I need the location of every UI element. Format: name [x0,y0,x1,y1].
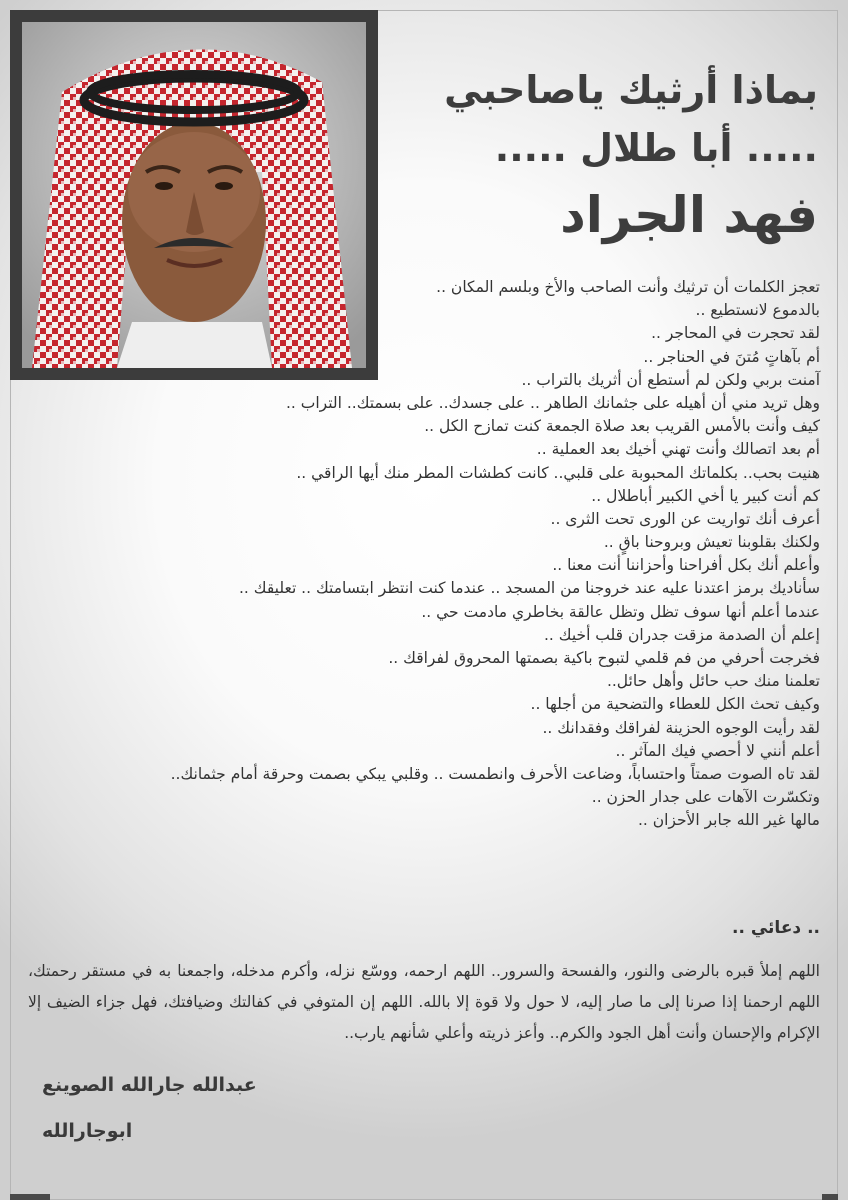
elegy-line: كم أنت كبير يا أخي الكبير أباطلال .. [591,486,820,505]
elegy-line: ولكنك بقلوبنا تعيش وبروحنا باقٍ .. [603,533,820,552]
author-kunya: ابوجارالله [42,1120,133,1142]
elegy-line: بالدموع لانستطيع .. [695,301,820,320]
author-name: عبدالله جارالله الصوينع [42,1074,257,1096]
elegy-line: لقد تحجرت في المحاجر .. [651,324,820,343]
elegy-line: وهل تريد مني أن أهيله على جثمانك الطاهر .. على جسدك.. على بسمتك.. التراب .. [285,393,820,412]
elegy-line: لقد رأيت الوجوه الحزينة لفراقك وفقدانك .. [542,718,820,737]
elegy-line: أعرف أنك تواريت عن الورى تحت الثرى .. [550,509,820,528]
elegy-line: تعجز الكلمات أن ترثيك وأنت الصاحب والأخ وبلسم المكان .. [436,278,820,296]
dua-heading: .. دعائي .. [732,918,820,938]
elegy-line: هنيت بحب.. بكلماتك المحبوبة على قلبي.. كانت كطشات المطر منك أيها الراقي .. [296,463,820,482]
elegy-line: أم بآهاتٍ مُتنَ في الحناجر .. [643,347,820,366]
bottom-divider-right [822,1194,838,1200]
elegy-line: إعلم أن الصدمة مزقت جدران قلب أخيك .. [543,625,820,644]
elegy-text [40,276,820,833]
elegy-line: وأعلم أنك بكل أفراحنا وأحزاننا أنت معنا .. [552,556,820,575]
deceased-name: فهد الجراد [560,186,818,244]
elegy-line: وتكسّرت الآهات على جدار الحزن .. [591,788,820,807]
elegy-line: تعلمنا منك حب حائل وأهل حائل.. [606,672,820,691]
elegy-line: عندما أعلم أنها سوف تظل وتظل عالقة بخاطري مادمت حي .. [421,602,820,621]
elegy-line: مالها غير الله جابر الأحزان .. [637,811,820,830]
elegy-line: أعلم أنني لا أحصي فيك المآثر .. [615,741,820,760]
elegy-line: كيف وأنت بالأمس القريب بعد صلاة الجمعة كنت تمازح الكل .. [424,417,820,436]
dua-paragraph: اللهم إملأ قبره بالرضى والنور، والفسحة والسرور.. اللهم ارحمه، ووسّع نزله، وأكرم مدخله، واجمعنا به في مستقر رحمتك، اللهم ارحمنا إذا صرنا إلى ما صار إليه، لا حول ولا قوة إلا بالله. اللهم إن المتوفي في كفالتك وضيافتك، فهل جزاء الضيف إلا الإكرام والإحسان وأنت أهل الجود والكرم.. وأعز ذريته وأعلي شأنهم يارب.. [28,962,820,1042]
elegy-subtitle: ..... أبا طلال ..... [494,126,818,170]
elegy-line: لقد تاه الصوت صمتاً واحتساباً، وضاعت الأحرف وانطمست .. وقلبي يبكي بصمت وحرقة أمام جثمانك.. [170,764,820,783]
elegy-title: بماذا أرثيك ياصاحبي [444,68,818,112]
bottom-divider-left [10,1194,50,1200]
elegy-line: أم بعد اتصالك وأنت تهني أخيك بعد العملية .. [536,440,820,459]
elegy-line: فخرجت أحرفي من فم قلمي لتبوح باكية بصمتها المحروق لفراقك .. [388,649,820,667]
elegy-line: وكيف تحث الكل للعطاء والتضحية من أجلها .. [530,695,820,714]
elegy-line: آمنت بربي ولكن لم أستطع أن أثريك بالتراب .. [521,370,820,389]
elegy-line: سأناديك برمز اعتدنا عليه عند خروجنا من المسجد .. عندما كنت انتظر ابتسامتك .. تعليقك .. [238,579,820,598]
